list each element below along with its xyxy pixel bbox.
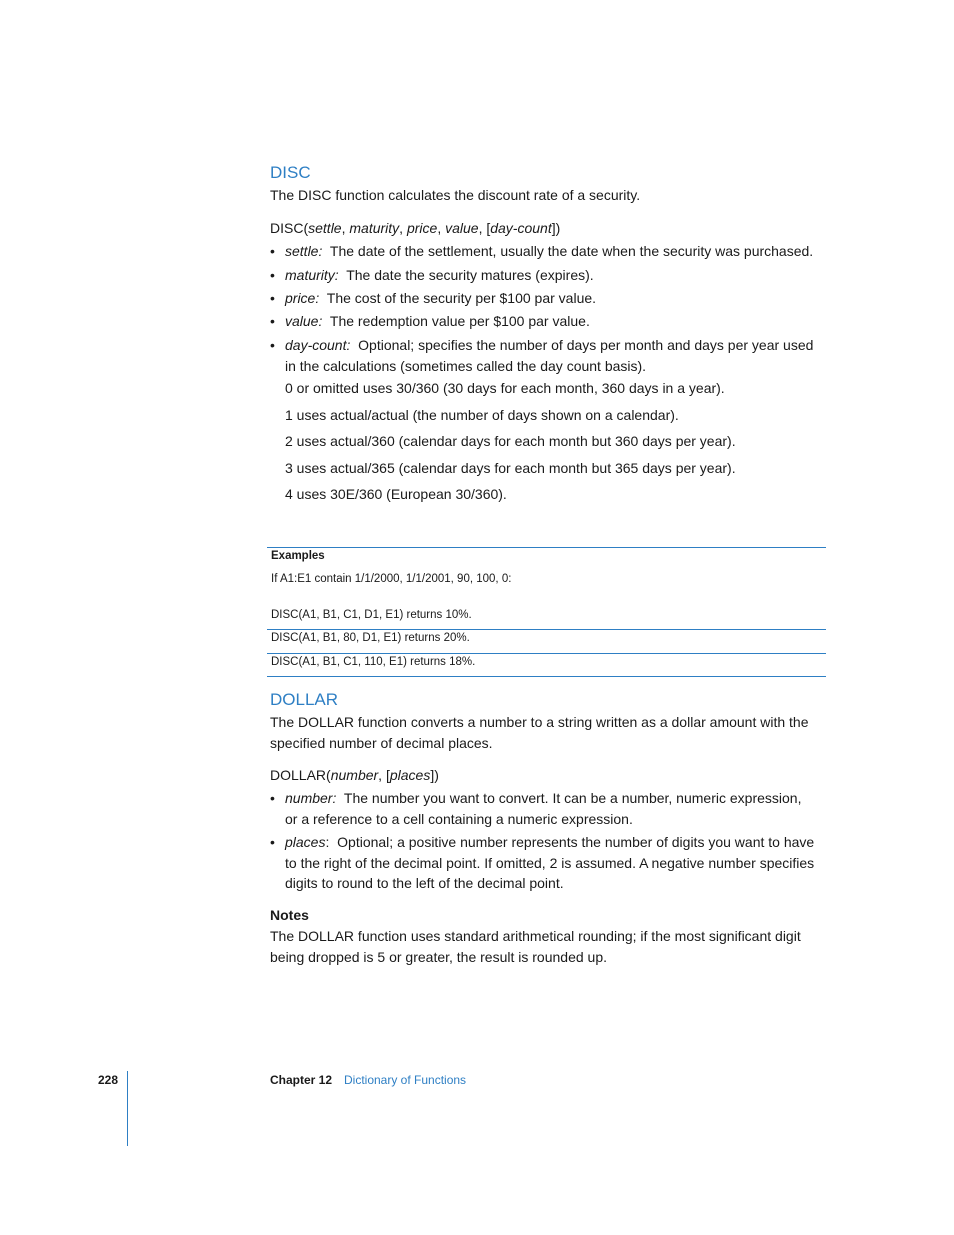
daycount-option: 2 uses actual/360 (calendar days for each month but 360 days per year). [285,433,736,449]
examples-bottom-rule [267,676,826,677]
syntax-function-name: DOLLAR [270,767,327,783]
dollar-description: The DOLLAR function converts a number to a string written as a dollar amount with the specified number of decimal places. [270,714,809,751]
syntax-arg: settle [308,220,342,236]
notes-text: The DOLLAR function uses standard arithmetical rounding; if the most significant digit being dropped is 5 or greater, the result is rounded up. [270,928,801,965]
examples-top-rule [267,547,826,548]
examples-intro: If A1:E1 contain 1/1/2000, 1/1/2001, 90, 100, 0: [271,573,512,585]
bullet-dot: • [270,790,275,806]
examples-label: Examples [271,550,325,562]
examples-row-rule [267,629,826,630]
syntax-function-name: DISC [270,220,304,236]
syntax-punct: , [ [478,220,491,236]
syntax-arg: number [330,767,379,783]
syntax-arg: price [406,220,438,236]
bullet-dot: • [270,834,275,850]
syntax-arg: value [445,220,479,236]
examples-row-rule [267,653,826,654]
param-name: places [285,834,326,850]
syntax-punct: ]) [551,220,561,236]
param-text: The number you want to convert. It can be a number, numeric expression, or a reference to a cell containing a numeric expression. [285,790,802,827]
param-name: number: [285,790,337,806]
page-number: 228 [98,1073,119,1087]
param-text: The date of the settlement, usually the date when the security was purchased. [329,243,814,259]
bullet-dot: • [270,337,275,353]
syntax-punct: ( [303,220,309,236]
param-text: Optional; a positive number represents the number of digits you want to have to the right of the decimal point. If omitted, 2 is assumed. A negative number specifies digits to round to the left of the decimal point. [285,834,815,891]
example-row: DISC(A1, B1, C1, D1, E1) returns 10%. [271,609,472,621]
param-name: settle: [285,243,323,259]
footer-chapter-title: Dictionary of Functions [344,1073,467,1087]
dollar-syntax [270,765,439,786]
syntax-arg: places [389,767,431,783]
syntax-arg: maturity [349,220,400,236]
param-name: day-count: [285,337,351,353]
example-row: DISC(A1, B1, C1, 110, E1) returns 18%. [271,656,476,668]
bullet-dot: • [270,290,275,306]
param-name: maturity: [285,267,339,283]
example-row: DISC(A1, B1, 80, D1, E1) returns 20%. [271,632,470,644]
bullet-dot: • [270,267,275,283]
bullet-dot: • [270,243,275,259]
syntax-arg: day-count [490,220,552,236]
param-name: value: [285,313,323,329]
notes-heading: Notes [270,907,309,923]
syntax-punct: , [437,220,446,236]
daycount-option: 0 or omitted uses 30/360 (30 days for each month, 360 days in a year). [285,380,725,396]
param-name: price: [285,290,320,306]
param-text: The redemption value per $100 par value. [329,313,590,329]
param-suffix: : [325,834,330,850]
footer-rule [127,1071,128,1146]
dollar-heading: DOLLAR [270,690,339,709]
param-text: Optional; specifies the number of days per month and days per year used in the calculations (sometimes called the day count basis). [285,337,814,374]
daycount-option: 1 uses actual/actual (the number of days shown on a calendar). [285,407,679,423]
disc-description: The DISC function calculates the discount rate of a security. [270,187,641,203]
syntax-punct: ]) [430,767,439,783]
syntax-punct: , [ [378,767,390,783]
footer-chapter: Chapter 12 [270,1073,333,1087]
param-text: The cost of the security per $100 par value. [326,290,597,306]
syntax-punct: , [341,220,350,236]
syntax-punct: ( [326,767,331,783]
daycount-option: 4 uses 30E/360 (European 30/360). [285,486,507,502]
param-text: The date the security matures (expires). [346,267,594,283]
syntax-punct: , [399,220,407,236]
bullet-dot: • [270,313,275,329]
daycount-option: 3 uses actual/365 (calendar days for each month but 365 days per year). [285,460,736,476]
disc-syntax [270,218,560,239]
disc-heading: DISC [270,163,311,182]
